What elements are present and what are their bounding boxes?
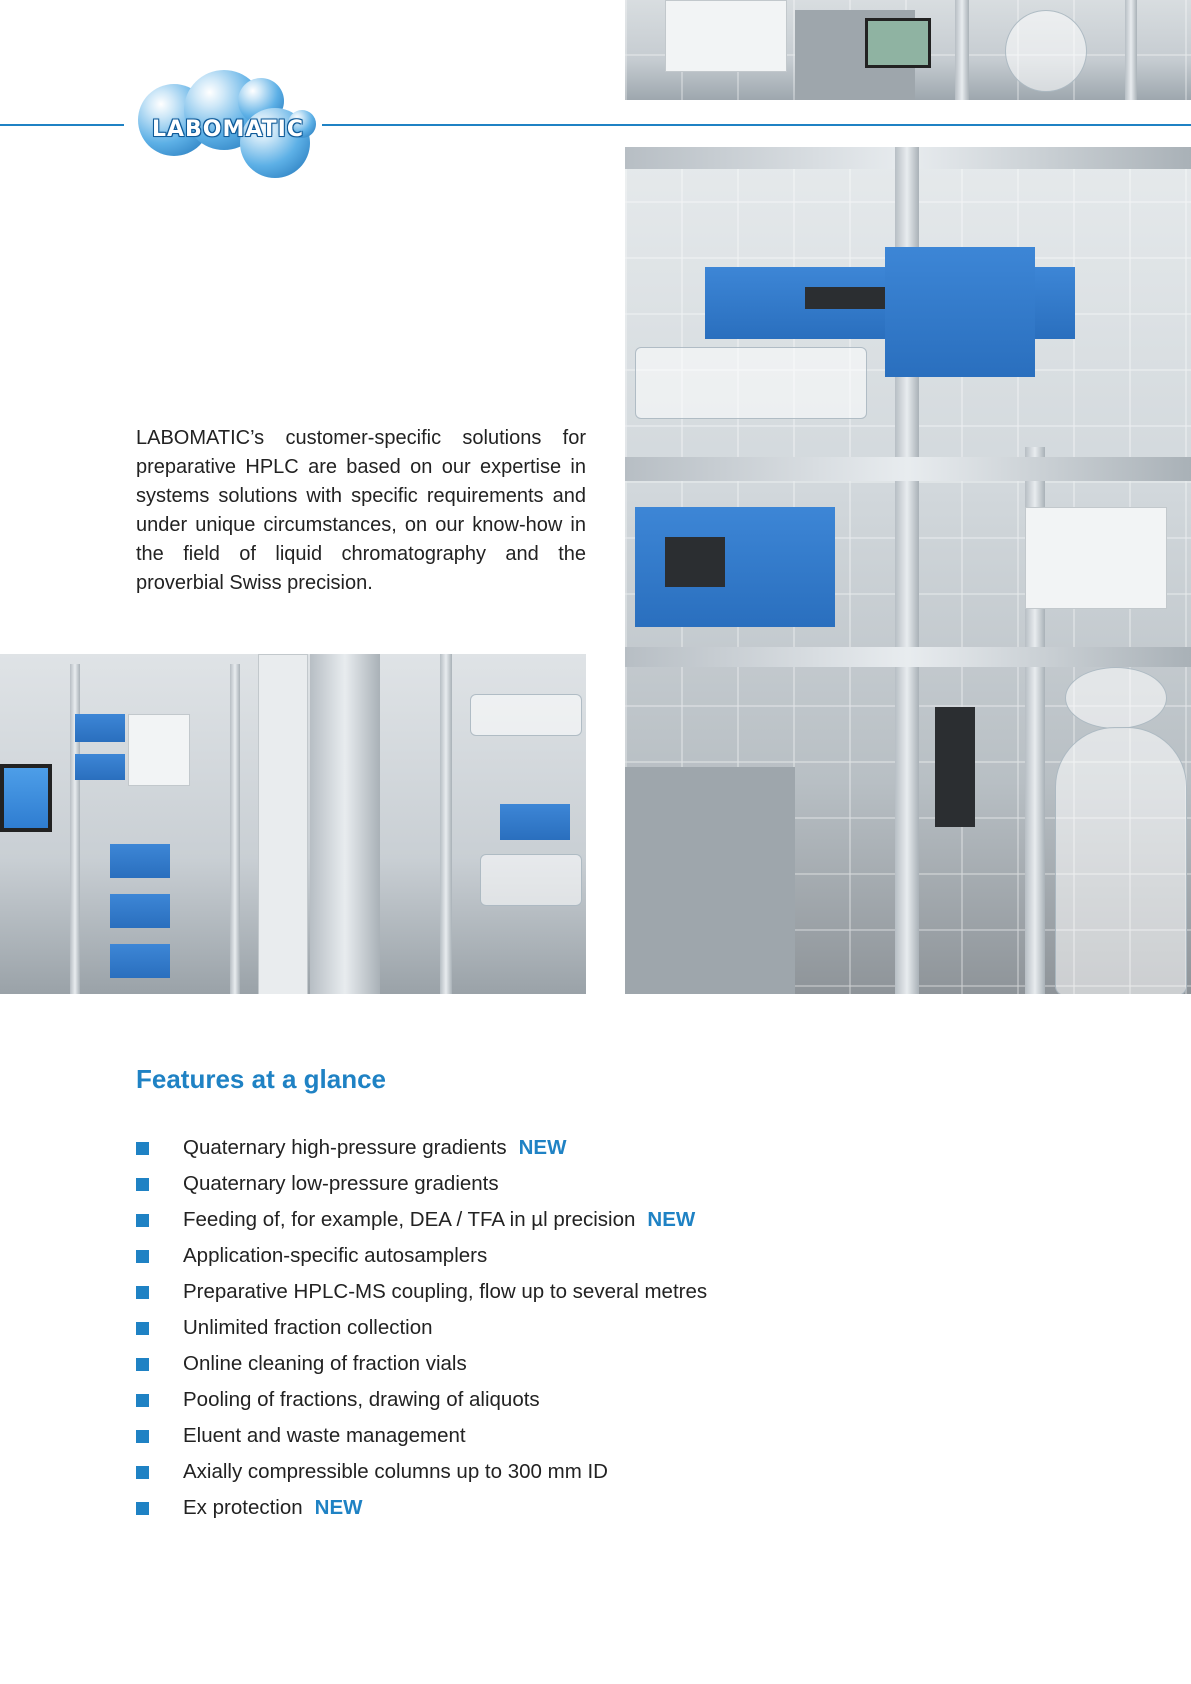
feature-text: Online cleaning of fraction vials [183, 1352, 467, 1375]
instrument-panel [665, 0, 787, 72]
feature-item [136, 1346, 1036, 1382]
feature-item [136, 1166, 1036, 1202]
fraction-vials [635, 347, 867, 419]
feature-item [136, 1418, 1036, 1454]
photo-hplc-system [625, 147, 1191, 994]
labomatic-logo [128, 70, 328, 180]
feature-item [136, 1202, 1036, 1238]
instrument-unit [75, 754, 125, 780]
glass-carboy [1055, 727, 1187, 994]
feature-text: Application-specific autosamplers [183, 1244, 488, 1267]
cabinet-door [310, 654, 380, 994]
square-bullet-icon [136, 1502, 149, 1515]
square-bullet-icon [136, 1466, 149, 1479]
funnel [1065, 667, 1167, 729]
shelf [625, 457, 1191, 481]
feature-item [136, 1490, 1036, 1526]
feature-text: Preparative HPLC-MS coupling, flow up to several metres [183, 1280, 708, 1303]
steel-pipe [955, 0, 969, 100]
computer-monitor [0, 764, 52, 832]
square-bullet-icon [136, 1358, 149, 1371]
feature-item [136, 1130, 1036, 1166]
display-screen [865, 18, 931, 68]
feature-item [136, 1274, 1036, 1310]
square-bullet-icon [136, 1142, 149, 1155]
control-box [1025, 507, 1167, 609]
feature-text: Quaternary high-pressure gradients [183, 1136, 507, 1159]
feature-item [136, 1382, 1036, 1418]
steel-cabinet [625, 767, 795, 994]
features-list [136, 1130, 1036, 1526]
rack-post [230, 664, 240, 994]
square-bullet-icon [136, 1430, 149, 1443]
glass-bottles [470, 694, 582, 736]
feature-item [136, 1310, 1036, 1346]
photo-lab-instruments-top [625, 0, 1191, 100]
instrument-panel [128, 714, 190, 786]
instrument-unit [110, 894, 170, 928]
valve-assembly [935, 707, 975, 827]
logo-wordmark: LABOMATIC [151, 117, 305, 142]
steel-pipe [1125, 0, 1137, 100]
features-title: Features at a glance [136, 1064, 386, 1094]
new-badge: NEW [647, 1208, 696, 1231]
new-badge: NEW [314, 1496, 363, 1519]
feature-text: Unlimited fraction collection [183, 1316, 433, 1339]
instrument-unit [110, 944, 170, 978]
instrument-unit [110, 844, 170, 878]
square-bullet-icon [136, 1322, 149, 1335]
feature-text: Ex protection [183, 1496, 303, 1519]
feature-item [136, 1454, 1036, 1490]
glass-bottles [480, 854, 582, 906]
shelf [625, 647, 1191, 667]
header-rule-left [0, 124, 124, 126]
feature-text: Pooling of fractions, drawing of aliquots [183, 1388, 540, 1411]
feature-text: Axially compressible columns up to 300 mm ID [183, 1460, 608, 1483]
square-bullet-icon [136, 1214, 149, 1227]
instrument-unit [75, 714, 125, 742]
header-rule-right [322, 124, 1191, 126]
feature-text: Eluent and waste management [183, 1424, 466, 1447]
square-bullet-icon [136, 1178, 149, 1191]
intro-paragraph: LABOMATIC’s customer-specific solutions for preparative HPLC are based on our expertise in systems solutions with specific requirements and under unique circumstances, on our know-how in the field of liquid chromatography and the proverbial Swiss precision. [136, 427, 586, 594]
square-bullet-icon [136, 1286, 149, 1299]
photo-lab-racks [0, 654, 586, 994]
blue-gantry-head [885, 247, 1035, 377]
square-bullet-icon [136, 1394, 149, 1407]
blue-gantry [500, 804, 570, 840]
square-bullet-icon [136, 1250, 149, 1263]
feature-item [136, 1238, 1036, 1274]
glass-coil [1005, 10, 1087, 92]
rack-post [440, 654, 452, 994]
feature-text: Feeding of, for example, DEA / TFA in µl precision [183, 1208, 636, 1231]
new-badge: NEW [518, 1136, 567, 1159]
pump-fan [665, 537, 725, 587]
feature-text: Quaternary low-pressure gradients [183, 1172, 499, 1195]
control-column [258, 654, 308, 994]
